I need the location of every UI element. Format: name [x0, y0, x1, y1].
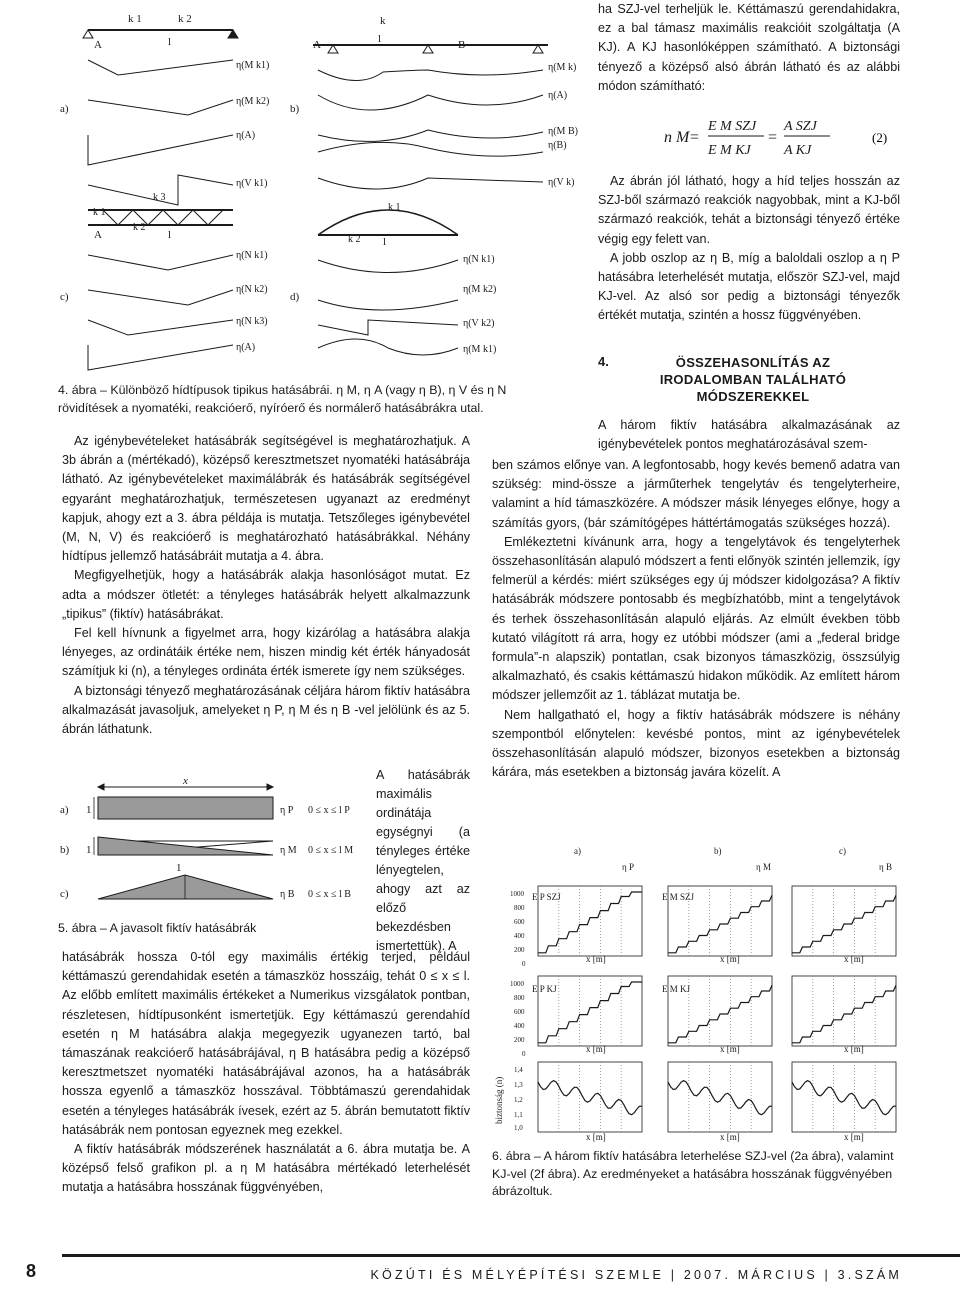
- fig5-row-b-range: 0 ≤ x ≤ l M: [308, 845, 354, 856]
- fig4-a-k1: k 1: [128, 13, 142, 25]
- right-top-paragraph: ha SZJ-vel terheljük le. Kéttámaszú gerendahidakra, ez a bal támasz maximális reakcióit szolgáltatja (A KJ). A KJ hasonlóképpen számítható. A biztonsági tényező a középső alsó ábrán látható és az alábbi módon számítható:: [598, 2, 900, 93]
- fig4-c-eta4: η(N k3): [236, 316, 268, 327]
- fig4-b-l: l: [378, 33, 382, 45]
- fig6-col-a: a): [574, 846, 581, 856]
- fig6-plot-frame: [792, 886, 896, 956]
- fig4-a-k2: k 2: [178, 13, 192, 25]
- fig4-a-eta1: η(M k1): [236, 60, 270, 71]
- left-paragraph: Fel kell hívnunk a figyelmet arra, hogy kizárólag a hatásábra alakja lényeges, az ordinátáik értéke nem, hiszen mindig két érték hányadosát számítjuk ki (n), a tényleges ordináta érték ismerete így nem szükséges.: [62, 626, 470, 679]
- section-title-line: ÖSSZEHASONLÍTÁS AZ: [675, 355, 831, 370]
- fig6-eta-p: η P: [622, 862, 634, 872]
- section-number: 4.: [598, 354, 609, 369]
- footer-rule: [0, 1254, 960, 1257]
- fig4-a-eta3: η(A): [236, 130, 256, 141]
- fig4-caption: [58, 382, 578, 417]
- fig4-a-A: A: [94, 39, 102, 51]
- fig6-row-ep-kj: E P KJ: [532, 984, 557, 994]
- right-paragraph: Az ábrán jól látható, hogy a híd teljes hosszán az SZJ-ből származó reakciók nagyobbak, mint a KJ-ből származó reakciók, tehát a biztonsági tényező értéke végig egy felett van.: [598, 174, 900, 246]
- fig6-x-axis-label: x [m]: [844, 1044, 864, 1054]
- fig4-c-eta1: η(V k1): [236, 178, 268, 189]
- equation-2: [660, 106, 900, 166]
- fig4-b-A: A: [313, 39, 321, 51]
- eq-den1: E M KJ: [708, 143, 751, 158]
- fig5-x-label: x: [183, 775, 188, 787]
- fig6-x-axis-label: x [m]: [586, 1044, 606, 1054]
- fig5-row-a-one: 1: [86, 804, 92, 816]
- fig6-ytick: 400: [514, 1022, 525, 1030]
- fig5-row-b-label: b): [60, 844, 70, 856]
- fig4-d-l: l: [383, 236, 387, 248]
- fig4-d-k2: k 2: [348, 234, 361, 245]
- left-column-text: [62, 432, 470, 739]
- left-paragraph: Az igénybevételeket hatásábrák segítségével is meghatározhatjuk. A 3b ábrán a (mértékadó), középső keresztmetszet nyomatéki hatásábrája látható. Az igénybevételeket maximálábrák és hatásábrák segítségével egyaránt meghatározhatjuk, természetesen ugyanazt az eredményt kapjuk, ahogy ezt a 3. ábra példája is mutatja. Tetszőleges igénybevétel (M, N, V) és reakcióerő is meghatározható hatásábrákkal. Néhány hídtípus jellemző hatásábráit mutatja a 4. ábra.: [62, 434, 470, 564]
- fig6-ytick: 1,3: [514, 1081, 523, 1089]
- fig6-ytick: 0: [522, 1050, 526, 1058]
- fig6-plot-frame: [668, 1062, 772, 1132]
- fig6-ytick: 600: [514, 918, 525, 926]
- fig4-panel-d: d): [290, 291, 300, 303]
- fig4-c-k1: k 1: [93, 207, 106, 218]
- fig6-ytick: 1000: [510, 980, 524, 988]
- fig5-row-b-one: 1: [86, 844, 92, 856]
- eq-equals-1: =: [690, 129, 700, 146]
- left-paragraph: Megfigyelhetjük, hogy a hatásábrák alakja hasonlóságot mutat. Ez adta a módszer ötletét: a tényleges hatásábrák helyett alkalmazzunk „tipikus” (fiktív) hatásábrákat.: [62, 568, 470, 621]
- section-title-line: MÓDSZEREKKEL: [696, 389, 810, 404]
- fig4-b-eta4: η(B): [548, 140, 567, 151]
- fig4-caption-line2: rövidítések a nyomatéki, reakcióerő, nyíróerő és normálerő hatásábrákra utal.: [58, 400, 484, 415]
- fig6-ytick: 1,4: [514, 1066, 523, 1074]
- fig4-panel-a: a): [60, 103, 69, 115]
- fig6-col-b: b): [714, 846, 722, 856]
- figure-4-influence-lines: [58, 0, 598, 380]
- fig4-d-eta4: η(M k1): [463, 344, 497, 355]
- fig6-row-em-szj: E M SZJ: [662, 892, 695, 902]
- fig6-ytick: 200: [514, 1036, 525, 1044]
- fig6-plot-curve: [538, 1081, 642, 1115]
- fig6-x-axis-label: x [m]: [720, 954, 740, 964]
- fig6-caption: 6. ábra – A három fiktív hatásábra leterhelése SZJ-vel (2a ábra), valamint KJ-vel (2f ábra). Az eredményeket a hatásábra hosszának függvényében ábrázoltuk.: [492, 1149, 894, 1198]
- fig6-ytick: 600: [514, 1008, 525, 1016]
- fig5-row-c-eta: η B: [280, 889, 295, 900]
- right-paragraphs: [598, 172, 900, 326]
- fig5-row-a-eta: η P: [280, 805, 294, 816]
- eq-lhs: n M: [664, 129, 690, 146]
- page-number: 8: [0, 1254, 62, 1289]
- eq-den2: A KJ: [784, 143, 812, 158]
- eq-equals-2: =: [768, 129, 778, 146]
- fig4-b-eta2: η(A): [548, 90, 568, 101]
- journal-title: KÖZÚTI ÉS MÉLYÉPÍTÉSI SZEMLE | 2007. MÁRCIUS | 3.SZÁM: [370, 1268, 902, 1282]
- fig6-x-axis-label: x [m]: [720, 1044, 740, 1054]
- fig6-x-axis-label: x [m]: [844, 1132, 864, 1142]
- section-4-body: [492, 456, 900, 782]
- fig4-panel-c: c): [60, 291, 69, 303]
- right-paragraph: ben számos előnye van. A legfontosabb, hogy kevés bemenő adatra van szükség: mind-össze a járműterhek tengelytáv és tengelyterheire, valamint a híd támaszközére. A módszer másik lényeges előnye, hogy a számítás gyors, (bár számítógépes háttértámogatás szükséges hozzá).: [492, 458, 900, 530]
- eq-num1: E M SZJ: [708, 119, 757, 134]
- fig5-row-b-eta: η M: [280, 845, 297, 856]
- fig6-ytick: 1,2: [514, 1096, 523, 1104]
- left-paragraph: A biztonsági tényező meghatározásának céljára három fiktív hatásábra alkalmazását javasoljuk, amelyeket η P, η M és η B -vel jelölünk és az 5. ábrán láthatunk.: [62, 683, 470, 737]
- fig4-b-k: k: [380, 15, 386, 27]
- fig6-ytick: 0: [522, 960, 526, 968]
- fig4-c-k2: k 2: [133, 222, 146, 233]
- fig6-x-axis-label: x [m]: [720, 1132, 740, 1142]
- section-4-first-lines: A három fiktív hatásábra alkalmazásának az igénybevételek pontos meghatározásával szem-: [598, 418, 900, 452]
- fig6-ytick: 800: [514, 994, 525, 1002]
- figure-5-fictive-influence-lines: [58, 775, 368, 920]
- fig5-row-a-range: 0 ≤ x ≤ l P: [308, 805, 350, 816]
- fig6-plot-curve: [792, 895, 896, 953]
- fig5-row-c-label: c): [60, 888, 69, 900]
- fig4-c-A: A: [94, 229, 102, 241]
- right-paragraph: Nem hallgatható el, hogy a fiktív hatásábrák módszere is néhány szempontból előnytelen: kevésbé pontos, mint az igénybevételek összehasonlításán alapuló módszer, bizonyos esetekben a biztonság kárára, más esetekben a biztonság javára közelít. A: [492, 707, 900, 780]
- figure-6-chart-grid: [494, 844, 904, 1142]
- fig4-c-eta2: η(N k1): [236, 250, 268, 261]
- fig4-d-k1: k 1: [388, 202, 401, 213]
- fig6-ytick: 200: [514, 946, 525, 954]
- fig5-row-c-range: 0 ≤ x ≤ l B: [308, 889, 351, 900]
- fig6-row-em-kj: E M KJ: [662, 984, 691, 994]
- fig4-b-eta1: η(M k): [548, 62, 577, 73]
- fig6-ytick: 400: [514, 932, 525, 940]
- fig4-d-eta1: η(N k1): [463, 254, 495, 265]
- fig6-x-axis-label: x [m]: [586, 1132, 606, 1142]
- fig4-b-eta3: η(M B): [548, 126, 578, 137]
- fig6-eta-m: η M: [756, 862, 771, 872]
- fig6-x-axis-label: x [m]: [844, 954, 864, 964]
- eq-num2: A SZJ: [784, 119, 817, 134]
- fig6-ytick: 800: [514, 904, 525, 912]
- fig4-c-eta5: η(A): [236, 342, 256, 353]
- fig4-a-eta2: η(M k2): [236, 96, 270, 107]
- eq-number: (2): [872, 130, 888, 145]
- fig5-row-c-one: 1: [176, 862, 182, 874]
- fig6-plot-curve: [792, 1081, 896, 1115]
- fig4-a-l: l: [168, 36, 172, 48]
- fig4-b-B: B: [458, 39, 466, 51]
- left-paragraph: hatásábrák hossza 0-tól egy maximális értékig terjed, például kéttámaszú gerendahidak esetén a támaszköz hosszáig, tehát 0 ≤ x ≤ l. Az előbb említett maximális értékeket a Numerikus vizsgálatok pontban, részletesen, hídtípusonként ismertetjük. Egy kéttámaszú gerendahíd esetén η M hatásábra alakja megegyezik ugyanezen tartó, bal támaszának reakcióerő hatásábrájával, η B hatásábra pedig a középső keresztmetszet nyomatéki hatásábrájával azonos, ha a hatásábrák hossza egyenlő a támaszköz hosszával. Többtámaszú gerendahidak esetén a tényleges hatásábrák ívesek, ezért az 5. ábrán bemutatott fiktív hatásábrák nem pontosan egyeznek meg ezekkel.: [62, 950, 470, 1137]
- fig6-ytick: 1000: [510, 890, 524, 898]
- fig6-y-axis-label: biztonság (n): [494, 1076, 504, 1124]
- fig6-ytick: 1,0: [514, 1124, 523, 1132]
- fig4-d-eta2: η(M k2): [463, 284, 497, 295]
- fig6-plot-frame: [792, 976, 896, 1046]
- fig6-eta-b: η B: [879, 862, 892, 872]
- fig6-plot-curve: [668, 895, 772, 953]
- fig6-col-c: c): [839, 846, 846, 856]
- fig6-plot-curve: [668, 1081, 772, 1115]
- section-title: [638, 354, 868, 405]
- section-title-line: IRODALOMBAN TALÁLHATÓ: [659, 372, 847, 387]
- fig4-c-k3: k 3: [153, 192, 166, 203]
- right-paragraph: Emlékeztetni kívánunk arra, hogy a tengelytávok és tengelyterhek összehasonlításán alapuló módszert a fenti előnyök szintén jellemzik, így felmerül a kérdés: miért szükséges egy új módszer kidolgozása? A fiktív hatásábrák módszere pontosabb és megbízhatóbb, mint a tengelytávok és terhek összehasonlításán alapuló eljárás. Az elmúlt években több kutató világított rá arra, hogy ez utóbbi módszer (ami a „federal bridge formula”-n alapszik) pontatlan, csak bizonyos támaszközig, összsúlyig alkalmazható, és csakis kéttámaszú hidakon működik. Az említett három módszer jellemzőit az 1. táblázat mutatja be.: [492, 534, 900, 703]
- equation-svg: [660, 106, 900, 166]
- fig6-row-ep-szj: E P SZJ: [532, 892, 561, 902]
- left-wrap-text: A hatásábrák maximális ordinátája egységnyi (a tényleges értéke lényegtelen, ahogy azt az előző bekezdésben ismertettük). A: [376, 768, 470, 953]
- fig6-plot-frame: [792, 1062, 896, 1132]
- fig6-ytick: 1,1: [514, 1111, 523, 1119]
- fig4-c-eta3: η(N k2): [236, 284, 268, 295]
- fig4-b-eta5: η(V k): [548, 177, 575, 188]
- left-column-text-after: [62, 948, 470, 1198]
- fig4-d-eta3: η(V k2): [463, 318, 495, 329]
- fig5-caption: 5. ábra – A javasolt fiktív hatásábrák: [58, 921, 257, 935]
- right-paragraph: A jobb oszlop az η B, míg a baloldali oszlop a η P hatásábra leterhelését mutatja, először SZJ-vel, majd KJ-vel. Az alsó sor pedig a biztonsági tényezők értékét mutatja, szintén a hossz függvényében.: [598, 250, 900, 323]
- fig6-plot-frame: [538, 1062, 642, 1132]
- fig5-row-a-label: a): [60, 804, 69, 816]
- fig6-x-axis-label: x [m]: [586, 954, 606, 964]
- left-paragraph: A fiktív hatásábrák módszerének használatát a 6. ábra mutatja be. A középső felső grafikon pl. a η M hatásábra mértékadó leterhelését mutatja a hatásábra hosszának függvényében,: [62, 1142, 470, 1195]
- fig4-c-l: l: [168, 229, 172, 241]
- fig6-plot-curve: [792, 985, 896, 1043]
- fig4-panel-b: b): [290, 103, 300, 115]
- fig4-caption-line1: 4. ábra – Különböző hídtípusok tipikus hatásábrái. η M, η A (vagy η B), η V és η N: [58, 383, 507, 397]
